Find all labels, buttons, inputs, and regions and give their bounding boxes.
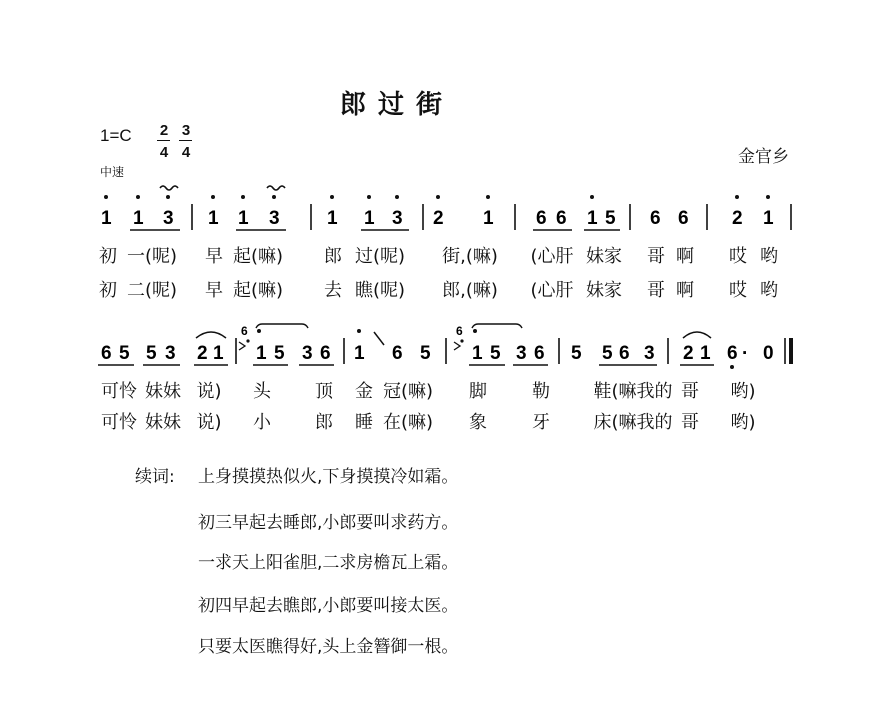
- lyric-word: 睡: [355, 412, 373, 433]
- note: 1: [587, 208, 598, 229]
- note: 6: [534, 343, 545, 364]
- lyric-word: 去: [324, 280, 342, 301]
- trill-mark: [267, 186, 285, 190]
- note: 6: [678, 208, 689, 229]
- lyric-word: 鞋(嘛我的: [593, 381, 673, 402]
- lyric-row-2-verse-2: [0, 408, 887, 432]
- note: 3: [269, 208, 280, 229]
- note: 5: [490, 343, 501, 364]
- note: 5: [571, 343, 582, 364]
- lyric-word: 小: [253, 412, 271, 433]
- note: 5: [146, 343, 157, 364]
- trill-mark: [160, 186, 178, 190]
- lyric-word: 哥: [681, 381, 699, 402]
- note: 2: [433, 208, 444, 229]
- lyric-word: 二(呢): [126, 280, 178, 301]
- grace-note: 6: [456, 324, 463, 338]
- lyric-word: 说): [196, 412, 222, 433]
- lyric-word: 啊: [676, 280, 694, 301]
- lyric-row-1-verse-2: [0, 276, 887, 300]
- slur: [683, 332, 711, 338]
- lyric-word: 哟): [730, 412, 756, 433]
- note: 3: [516, 343, 527, 364]
- lyric-word: 象: [469, 412, 487, 433]
- lyric-word: 头: [253, 381, 271, 402]
- lyric-row-2-verse-1: [0, 377, 887, 401]
- note: 5: [420, 343, 431, 364]
- note: 2: [197, 343, 208, 364]
- score-line-2: [98, 324, 791, 369]
- note: 6: [727, 343, 738, 364]
- slur: [256, 324, 308, 328]
- note: 1: [238, 208, 249, 229]
- note: 3: [165, 343, 176, 364]
- grace-ornament: [454, 342, 460, 350]
- time-b-bottom: 4: [181, 144, 191, 161]
- note: 6: [536, 208, 547, 229]
- note: 6: [619, 343, 630, 364]
- lyric-word: 顶: [315, 381, 333, 402]
- lyric-word: 初: [99, 246, 117, 267]
- lyric-word: 哥: [647, 280, 665, 301]
- lyric-word: 妹家: [586, 246, 622, 267]
- lyric-word: 啊: [676, 246, 694, 267]
- note: 3: [302, 343, 313, 364]
- note: 1: [256, 343, 267, 364]
- note: 6: [320, 343, 331, 364]
- lyric-word: 说): [196, 381, 222, 402]
- lyric-word: 哎: [729, 246, 747, 267]
- lyric-word: 妹妹: [145, 381, 181, 402]
- note: 1: [208, 208, 219, 229]
- note: 1: [133, 208, 144, 229]
- song-title: 郎过街: [340, 90, 455, 120]
- lyric-word: 哟: [760, 246, 778, 267]
- lyric-word: 起(嘛): [232, 280, 284, 301]
- note: 1: [472, 343, 483, 364]
- note: 1: [364, 208, 375, 229]
- note: 1: [327, 208, 338, 229]
- continuation-line: 初三早起去睡郎,小郎要叫求药方。: [198, 513, 459, 533]
- lyric-word: 冠(嘛): [382, 381, 434, 402]
- time-b-top: 3: [181, 122, 191, 139]
- note: 5: [605, 208, 616, 229]
- lyric-word: 床(嘛我的: [593, 412, 673, 433]
- lyric-word: (心肝: [530, 280, 574, 301]
- lyric-row-1-verse-1: [0, 242, 887, 266]
- note: 2: [683, 343, 694, 364]
- lyric-word: 金: [355, 381, 373, 402]
- lyric-word: 妹妹: [145, 412, 181, 433]
- time-a-bottom: 4: [159, 144, 169, 161]
- note: 5: [119, 343, 130, 364]
- continuation-line: 上身摸摸热似火,下身摸摸冷如霜。: [198, 467, 459, 487]
- note: 5: [602, 343, 613, 364]
- lyric-word: 初: [99, 280, 117, 301]
- lyric-word: 起(嘛): [232, 246, 284, 267]
- grace-ornament: [239, 342, 245, 350]
- lyric-word: 哥: [681, 412, 699, 433]
- lyric-word: 哥: [647, 246, 665, 267]
- note: 1: [213, 343, 224, 364]
- lyric-word: 妹家: [586, 280, 622, 301]
- lyric-word: 在(嘛): [382, 412, 434, 433]
- time-a-top: 2: [159, 122, 169, 139]
- note: ·: [742, 343, 749, 364]
- note: 0: [763, 343, 774, 364]
- lyric-word: 郎: [324, 246, 342, 267]
- source-region: 金官乡: [738, 147, 789, 167]
- lyric-word: 哎: [729, 280, 747, 301]
- key-signature: 1=C: [100, 126, 132, 145]
- lyric-word: 一(呢): [126, 246, 178, 267]
- lyric-word: 街,(嘛): [442, 246, 498, 267]
- slur: [472, 324, 522, 328]
- note: 1: [101, 208, 112, 229]
- note: 1: [700, 343, 711, 364]
- octave-dots: [104, 195, 770, 199]
- octave-dots-low: [730, 365, 734, 369]
- lyric-word: 可怜: [101, 381, 137, 402]
- note: 3: [163, 208, 174, 229]
- note: 1: [763, 208, 774, 229]
- lyric-word: 勒: [532, 381, 550, 402]
- tempo-marking: 中速: [100, 165, 125, 179]
- continuation-line: 初四早起去瞧郎,小郎要叫接太医。: [198, 596, 459, 616]
- note: 6: [392, 343, 403, 364]
- note: 1: [354, 343, 365, 364]
- lyric-word: 瞧(呢): [354, 280, 406, 301]
- lyric-word: 脚: [469, 381, 487, 402]
- lyric-word: 过(呢): [354, 246, 406, 267]
- lyric-word: 可怜: [101, 412, 137, 433]
- grace-note: 6: [241, 324, 248, 338]
- note: 3: [392, 208, 403, 229]
- note: 5: [274, 343, 285, 364]
- note: 6: [650, 208, 661, 229]
- octave-dots-high: [246, 329, 477, 343]
- note: 6: [556, 208, 567, 229]
- lyric-word: 早: [205, 246, 223, 267]
- continuation-label: 续词:: [135, 467, 175, 487]
- lyric-word: 早: [205, 280, 223, 301]
- continuation-line: 只要太医瞧得好,头上金簪御一根。: [198, 637, 459, 657]
- lyric-word: 牙: [532, 412, 550, 433]
- score-line-1: [101, 186, 791, 230]
- note: 3: [644, 343, 655, 364]
- note: 1: [483, 208, 494, 229]
- lyric-word: (心肝: [530, 246, 574, 267]
- slide-mark: [374, 332, 384, 345]
- lyric-word: 郎: [315, 412, 333, 433]
- lyric-word: 哟): [730, 381, 756, 402]
- lyric-word: 郎,(嘛): [442, 280, 498, 301]
- lyric-word: 哟: [760, 280, 778, 301]
- note: 6: [101, 343, 112, 364]
- note: 2: [732, 208, 743, 229]
- slur: [196, 332, 226, 338]
- continuation-line: 一求天上阳雀胆,二求房檐瓦上霜。: [198, 553, 459, 573]
